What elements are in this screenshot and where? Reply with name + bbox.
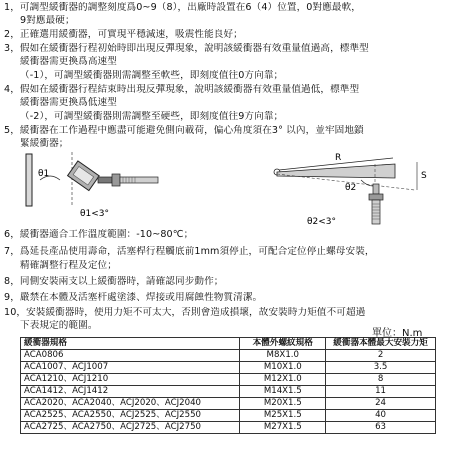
- stroke-label: S: [421, 171, 427, 181]
- cell-torque: 8: [326, 374, 436, 386]
- note-10-line-2: 下表規定的範圍。: [20, 320, 98, 331]
- cell-model: ACA2020、ACA2040、ACJ2020、ACJ2040: [21, 398, 240, 410]
- cell-model: ACA2525、ACA2550、ACJ2525、ACJ2550: [21, 410, 240, 422]
- cell-torque: 2: [326, 350, 436, 362]
- header-model: 緩衝器規格: [21, 338, 240, 350]
- theta2-label: θ2: [345, 183, 357, 193]
- header-torque: 緩衝器本體最大安裝力矩: [326, 338, 436, 350]
- table-row: [21, 398, 436, 410]
- cell-torque: 3.5: [326, 362, 436, 374]
- table-header-row: [21, 338, 436, 350]
- theta2-caption: θ2<3°: [307, 217, 336, 227]
- cell-model: ACA1412、ACJ1412: [21, 386, 240, 398]
- note-5-line-2: 緊緩衝器；: [20, 138, 69, 149]
- table-row: [21, 422, 436, 434]
- table-row: [21, 374, 436, 386]
- cell-model: ACA1210、ACJ1210: [21, 374, 240, 386]
- theta1-caption: θ1<3°: [80, 209, 109, 219]
- note-1-line-2: 9對應最硬；: [20, 15, 75, 26]
- cell-model: ACA1007、ACJ1007: [21, 362, 240, 374]
- cell-torque: 24: [326, 398, 436, 410]
- note-3-line-3: （-1），可調型緩衝器則需調整至軟些，即刻度值往0方向靠；: [20, 70, 284, 81]
- note-7-line-1: 7，爲延長產品使用壽命，活塞桿行程觸底前1mm須停止，可配合定位停止螺母安裝，: [4, 246, 375, 257]
- note-3-line-2: 緩衝器需更換爲高速型: [20, 56, 117, 67]
- cell-thread: M20X1.5: [240, 398, 326, 410]
- cell-torque: 63: [326, 422, 436, 434]
- shock-absorber-vertical: [369, 184, 383, 224]
- note-7-line-2: 精確調整行程及定位；: [20, 260, 117, 271]
- note-2: 2，正確選用緩衝器，可實現平穩減速，吸震性能良好；: [4, 29, 243, 40]
- load-block: [68, 161, 100, 191]
- table-row: [21, 386, 436, 398]
- note-10-line-1: 10，安裝緩衝器時，使用力矩不可太大，否則會造成損壞，故安裝時力矩值不可超過: [4, 307, 366, 318]
- cell-thread: M10X1.0: [240, 362, 326, 374]
- header-thread: 本體外螺紋規格: [240, 338, 326, 350]
- cell-thread: M14X1.5: [240, 386, 326, 398]
- side-load-diagram-left: [22, 150, 162, 220]
- note-9: 9，嚴禁在本體及活塞杆處塗漆、焊接或用腐蝕性物質清潔。: [4, 292, 263, 303]
- angle-arc-2: [361, 180, 373, 186]
- cell-thread: M8X1.0: [240, 350, 326, 362]
- table-row: [21, 410, 436, 422]
- cell-thread: M27X1.5: [240, 422, 326, 434]
- cell-thread: M25X1.5: [240, 410, 326, 422]
- note-3-line-1: 3，假如在緩衝器行程初始時即出現反彈現象，說明該緩衝器有效重量值過高，標準型: [4, 43, 369, 54]
- table-row: [21, 362, 436, 374]
- cell-torque: 11: [326, 386, 436, 398]
- theta1-label: θ1: [38, 169, 50, 179]
- note-4-line-2: 緩衝器需更換爲低速型: [20, 97, 117, 108]
- cell-thread: M12X1.0: [240, 374, 326, 386]
- wall-plate: [26, 154, 32, 206]
- radius-label: R: [335, 153, 342, 163]
- note-6: 6，緩衝器適合工作溫度範圍：-10~80℃；: [4, 229, 194, 240]
- unit-label: 單位：N.m: [372, 328, 423, 339]
- cell-torque: 40: [326, 410, 436, 422]
- note-8: 8，同側安裝兩支以上緩衝器時，請確認同步動作；: [4, 276, 224, 287]
- note-4-line-1: 4，假如在緩衝器行程結束時出現反彈現象，說明該緩衝器有效重量值過低，標準型: [4, 84, 360, 95]
- table-row: [21, 350, 436, 362]
- note-4-line-3: （-2），可調型緩衝器則需調整至硬些，即刻度值往9方向靠；: [20, 111, 284, 122]
- shock-absorber-body: [98, 174, 158, 186]
- torque-table: [20, 337, 436, 434]
- note-1-line-1: 1，可調型緩衝器的調整刻度爲0~9（8），出廠時設置在6（4）位置，0對應最軟，: [4, 2, 361, 13]
- note-5-line-1: 5，緩衝器在工作過程中應盡可能避免側向載荷，偏心角度須在3° 以內，並牢固地鎖: [4, 125, 364, 136]
- cell-model: ACA2725、ACA2750、ACJ2725、ACJ2750: [21, 422, 240, 434]
- cell-model: ACA0806: [21, 350, 240, 362]
- side-load-diagram-right: [265, 150, 440, 230]
